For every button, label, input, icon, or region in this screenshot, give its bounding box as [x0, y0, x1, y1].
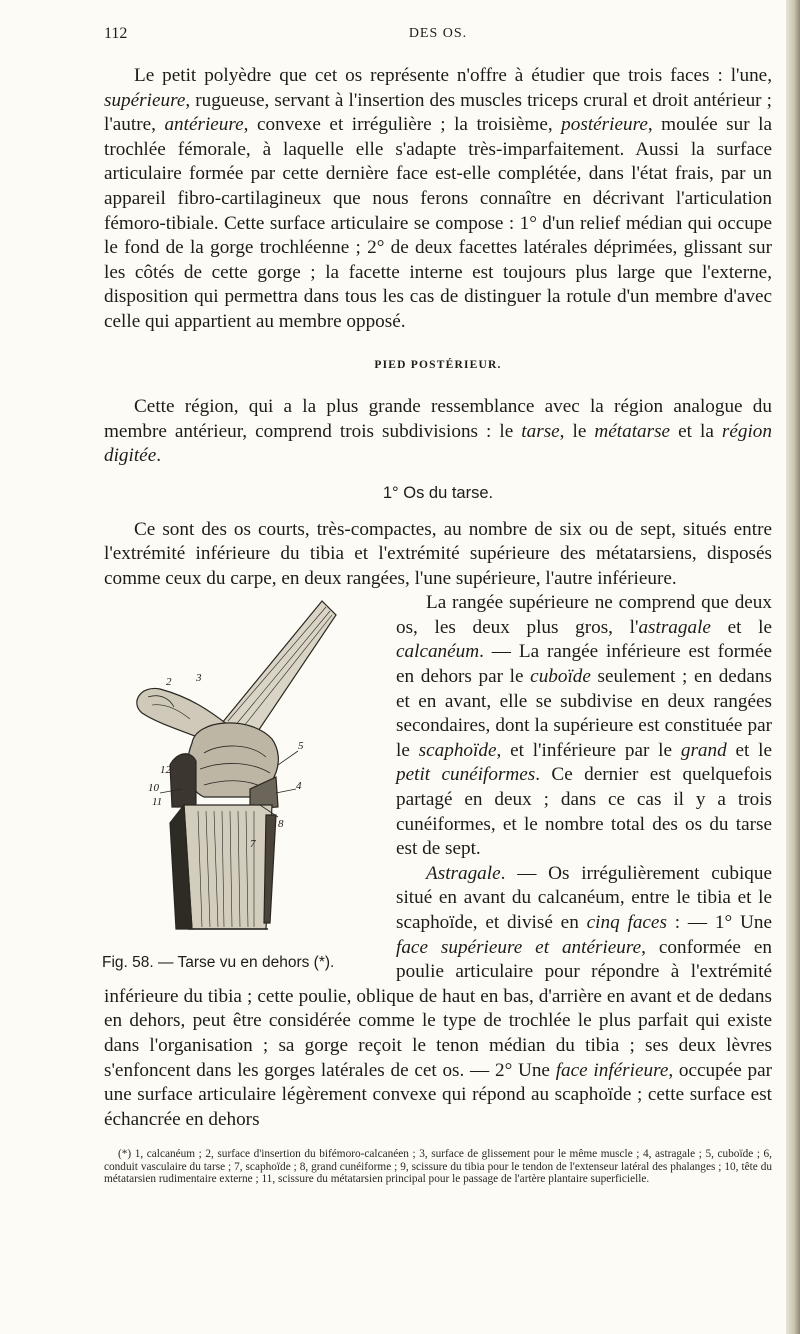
section-heading: PIED POSTÉRIEUR.	[374, 358, 502, 371]
running-head	[104, 22, 772, 48]
figure-label: 12	[160, 764, 171, 777]
footnote	[104, 1148, 772, 1185]
figure-58	[100, 593, 384, 976]
figure-label: 5	[298, 740, 304, 753]
figure-label: 4	[296, 780, 302, 793]
book-page	[104, 22, 772, 1186]
figure-label: 8	[278, 818, 284, 831]
figure-label: 2	[166, 676, 172, 689]
page-edge-shadow	[786, 0, 800, 1334]
subsection-heading: 1° Os du tarse.	[382, 483, 494, 502]
tarse-paragraph-2: La rangée supérieure ne comprend que deux os, les deux plus gros, l'astragale et le calcanéum. — La rangée inférieure est formée en dehors par le cuboïde seulement ; en dedans et en avant, elle se subdivise en deux rangées secondaires, dont la supérieure est constituée par le scaphoïde, et l'inférieure par le grand et le petit cunéiformes. Ce dernier est quelquefois partagé en deux ; dans ce cas il y a trois cunéiformes, et le nombre total des os du tarse est de sept.	[396, 592, 773, 860]
section-paragraph: Cette région, qui a la plus grande ressemblance avec la région analogue du membre antérieur, comprend trois subdivisions : le tarse, le métatarse et la région digitée.	[104, 396, 772, 467]
figure-label: 7	[250, 838, 256, 851]
figure-label: 3	[196, 672, 202, 685]
page-number: 112	[104, 25, 128, 42]
tarsus-illustration	[100, 593, 376, 949]
intro-paragraph: Le petit polyèdre que cet os représente n'offre à étudier que trois faces : l'une, supérieure, rugueuse, servant à l'insertion des muscles triceps crural et droit antérieur ; l'autre, antérieure, convexe et irrégulière ; la troisième, postérieure, moulée sur la trochlée fémorale, à laquelle elle s'adapte très-imparfaitement. Aussi la surface articulaire formée par cette dernière face est-elle complétée, dans l'état frais, par un appareil fibro-cartilagineux que nous ferons connaître en décrivant l'articulation fémoro-tibiale. Cette surface articulaire se compose : 1° d'un relief médian qui occupe le fond de la gorge trochléenne ; 2° de deux facettes latérales déprimées, glissant sur les côtés de cette gorge ; la facette interne est toujours plus large que l'externe, disposition qui permettra dans tous les cas de distinguer la rotule d'un membre d'avec celle qui appartient au membre opposé.	[104, 65, 772, 332]
figure-caption: Fig. 58. — Tarse vu en dehors (*).	[102, 954, 335, 972]
astragale-paragraph: Astragale. — Os irrégulièrement cubique situé en avant du calcanéum, entre le tibia et le scaphoïde, et divisé en cinq faces : — 1° Une face supérieure et antérieure, conformée en poulie articulaire pour répondre à l'extrémité inférieure du tibia ; cette poulie, oblique de haut en bas, d'arrière en avant et de dedans en dehors, peut être considérée comme le type de trochlée le plus parfait qui existe dans l'organisation ; sa gorge reçoit le tenon médian du tibia ; ses deux lèvres s'enfoncent dans les gorges latérales de cet os. — 2° Une face inférieure, occupée par une surface articulaire légèrement convexe qui répond au scaphoïde ; cette surface est échancrée en dehors	[104, 862, 772, 1130]
tarse-paragraph-1: Ce sont des os courts, très-compactes, au nombre de six ou de sept, situés entre l'extrémité inférieure du tibia et l'extrémité supérieure des métatarsiens, disposés comme ceux du carpe, en deux rangées, l'une supérieure, l'autre inférieure.	[104, 518, 772, 589]
footnote-text: (*) 1, calcanéum ; 2, surface d'insertion du bifémoro-calcanéen ; 3, surface de glissement pour le même muscle ; 4, astragale ; 5, cuboïde ; 6, conduit vasculaire du tarse ; 7, scaphoïde ; 8, grand cunéiforme ; 9, scissure du tibia pour le tendon de l'extenseur latéral des phalanges ; 10, tête du métatarsien rudimentaire externe ; 11, scissure du métatarsien principal pour le passage de l'artère plantaire superficielle.	[104, 1148, 772, 1186]
figure-label: 10	[148, 782, 159, 795]
figure-label: 11	[152, 796, 163, 809]
running-title: DES OS.	[408, 26, 468, 41]
